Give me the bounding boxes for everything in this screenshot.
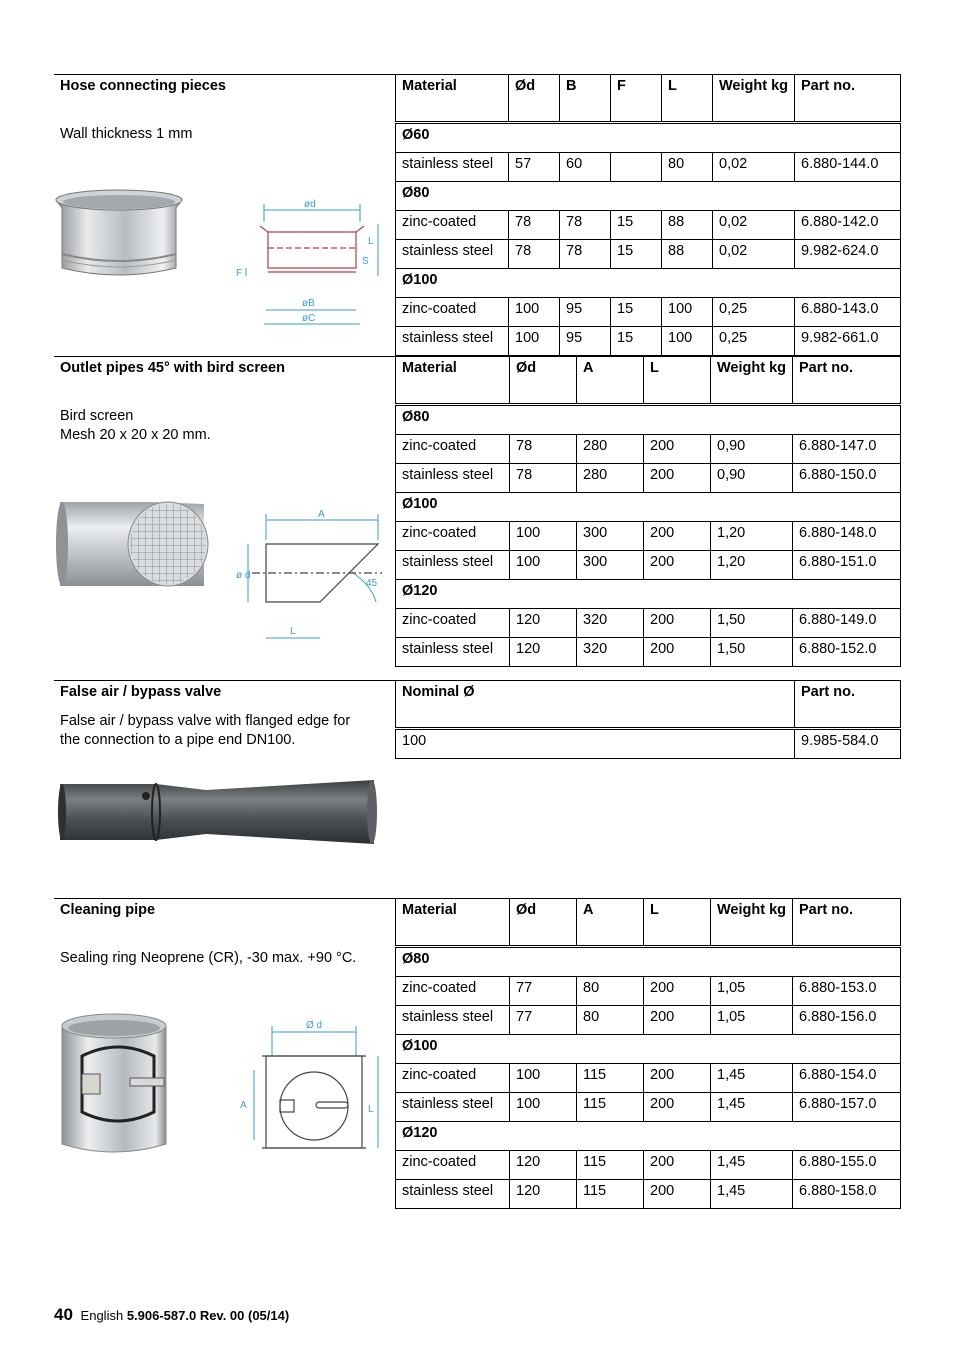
table-cell: 78 [560, 211, 611, 240]
table-cell: 120 [510, 609, 577, 638]
section-description: Sealing ring Neoprene (CR), -30 max. +90 °C. [60, 950, 357, 966]
diameter-group-label: Ø100 [396, 269, 901, 298]
hose-connecting-table [395, 74, 901, 356]
table-cell: 95 [560, 327, 611, 356]
table-cell: 1,50 [711, 609, 793, 638]
table-cell: 120 [510, 638, 577, 667]
group-row [396, 269, 901, 298]
dim-label: L [290, 626, 296, 637]
bypass-valve-table [395, 680, 901, 759]
table-cell: 77 [510, 1006, 577, 1035]
table-cell: 78 [560, 240, 611, 269]
column-header: Weight kg [713, 75, 795, 123]
section-title: Outlet pipes 45° with bird screen [60, 360, 285, 376]
table-cell: 1,45 [711, 1151, 793, 1180]
table-cell: 280 [577, 464, 644, 493]
table-cell: 200 [644, 1180, 711, 1209]
table-cell: stainless steel [396, 464, 510, 493]
table-cell: 6.880-153.0 [793, 977, 901, 1006]
table-cell: 78 [509, 240, 560, 269]
table-row [396, 464, 901, 493]
table-cell [611, 153, 662, 182]
column-header: Ød [510, 899, 577, 947]
table-cell: 15 [611, 327, 662, 356]
table-cell: 15 [611, 240, 662, 269]
table-cell: stainless steel [396, 153, 509, 182]
column-header: Part no. [795, 681, 901, 729]
column-header: Nominal Ø [396, 681, 795, 729]
section-description: the connection to a pipe end DN100. [60, 732, 296, 748]
section-bypass-valve [54, 680, 395, 748]
table-row [396, 609, 901, 638]
table-cell: 1,50 [711, 638, 793, 667]
table-cell: stainless steel [396, 1093, 510, 1122]
table-cell: zinc-coated [396, 1064, 510, 1093]
diameter-group-label: Ø60 [396, 123, 901, 153]
table-cell: 100 [510, 1093, 577, 1122]
column-header: Part no. [793, 899, 901, 947]
table-cell: 100 [509, 298, 560, 327]
outlet-pipe-drawing [232, 506, 384, 646]
bypass-valve-photo [56, 776, 378, 848]
table-cell: 6.880-149.0 [793, 609, 901, 638]
table-cell: 15 [611, 211, 662, 240]
table-header-row [396, 357, 901, 405]
dim-label: øC [302, 313, 316, 324]
table-cell: 95 [560, 298, 611, 327]
table-cell: 88 [662, 211, 713, 240]
table-cell: 0,02 [713, 240, 795, 269]
dim-label: S [362, 256, 369, 267]
table-cell: 80 [577, 1006, 644, 1035]
table-cell: 0,02 [713, 211, 795, 240]
table-row [396, 1180, 901, 1209]
table-cell: 1,45 [711, 1180, 793, 1209]
table-cell: stainless steel [396, 1180, 510, 1209]
column-header: Ød [510, 357, 577, 405]
table-cell: 1,05 [711, 1006, 793, 1035]
cleaning-pipe-photo [58, 1012, 174, 1162]
column-header: Part no. [795, 75, 901, 123]
table-cell: stainless steel [396, 327, 509, 356]
diameter-group-label: Ø100 [396, 1035, 901, 1064]
table-row [396, 211, 901, 240]
group-row [396, 947, 901, 977]
table-cell: 6.880-142.0 [795, 211, 901, 240]
column-header: L [644, 899, 711, 947]
column-header: F [611, 75, 662, 123]
group-row [396, 1035, 901, 1064]
table-cell: zinc-coated [396, 298, 509, 327]
table-cell: 200 [644, 977, 711, 1006]
group-row [396, 182, 901, 211]
table-row [396, 240, 901, 269]
table-cell: 200 [644, 609, 711, 638]
table-row [396, 977, 901, 1006]
table-cell: 6.880-157.0 [793, 1093, 901, 1122]
table-cell: 1,45 [711, 1064, 793, 1093]
table-row [396, 153, 901, 182]
table-cell: 200 [644, 464, 711, 493]
footer-doc-number: 5.906-587.0 Rev. 00 (05/14) [126, 1308, 290, 1323]
table-cell: 200 [644, 1064, 711, 1093]
table-cell: 200 [644, 1006, 711, 1035]
dim-label: ø d [236, 570, 251, 581]
outlet-pipes-table [395, 356, 901, 667]
table-cell: stainless steel [396, 551, 510, 580]
diameter-group-label: Ø120 [396, 580, 901, 609]
column-header: L [662, 75, 713, 123]
group-row [396, 123, 901, 153]
diameter-group-label: Ø80 [396, 182, 901, 211]
section-title: Hose connecting pieces [60, 78, 226, 94]
table-cell: 115 [577, 1093, 644, 1122]
column-header: A [577, 899, 644, 947]
table-cell: zinc-coated [396, 435, 510, 464]
column-header: Material [396, 899, 510, 947]
table-row [396, 1006, 901, 1035]
group-row [396, 405, 901, 435]
table-cell: 100 [509, 327, 560, 356]
table-row [396, 435, 901, 464]
table-row [396, 1064, 901, 1093]
table-cell: 6.880-147.0 [793, 435, 901, 464]
diameter-group-label: Ø120 [396, 1122, 901, 1151]
diameter-group-label: Ø100 [396, 493, 901, 522]
table-cell: 6.880-152.0 [793, 638, 901, 667]
table-cell: 60 [560, 153, 611, 182]
table-cell: 280 [577, 435, 644, 464]
table-cell: 6.880-143.0 [795, 298, 901, 327]
table-cell: 0,25 [713, 298, 795, 327]
table-cell: 9.982-624.0 [795, 240, 901, 269]
table-cell: 57 [509, 153, 560, 182]
table-cell: 0,90 [711, 435, 793, 464]
table-cell: 1,20 [711, 522, 793, 551]
table-cell: 115 [577, 1064, 644, 1093]
table-row [396, 638, 901, 667]
table-row [396, 1093, 901, 1122]
cleaning-pipe-table [395, 898, 901, 1209]
table-cell: zinc-coated [396, 1151, 510, 1180]
table-cell: 320 [577, 609, 644, 638]
table-cell: 115 [577, 1180, 644, 1209]
column-header: Material [396, 75, 509, 123]
table-cell: 200 [644, 1151, 711, 1180]
dim-label: F [236, 268, 243, 279]
diameter-group-label: Ø80 [396, 405, 901, 435]
table-cell: 78 [510, 435, 577, 464]
column-header: B [560, 75, 611, 123]
table-cell: 80 [662, 153, 713, 182]
hose-connector-photo [54, 188, 184, 283]
dim-label: L [368, 236, 374, 247]
table-cell: 80 [577, 977, 644, 1006]
table-cell: 100 [510, 551, 577, 580]
dim-label: 45 [366, 578, 378, 589]
table-row [396, 298, 901, 327]
table-cell: 100 [662, 327, 713, 356]
dim-label: A [240, 1100, 247, 1111]
group-row [396, 493, 901, 522]
table-row [396, 551, 901, 580]
dim-label: L [368, 1104, 374, 1115]
table-cell: zinc-coated [396, 977, 510, 1006]
column-header: A [577, 357, 644, 405]
table-cell: 77 [510, 977, 577, 1006]
table-header-row [396, 681, 901, 729]
column-header: Material [396, 357, 510, 405]
table-cell: 9.982-661.0 [795, 327, 901, 356]
table-cell: 6.880-151.0 [793, 551, 901, 580]
table-cell: 115 [577, 1151, 644, 1180]
table-row [396, 1151, 901, 1180]
outlet-pipe-photo [54, 496, 214, 592]
table-cell: 15 [611, 298, 662, 327]
table-cell: 200 [644, 638, 711, 667]
table-cell: 6.880-155.0 [793, 1151, 901, 1180]
table-cell: 0,02 [713, 153, 795, 182]
table-cell: stainless steel [396, 240, 509, 269]
table-cell: 300 [577, 551, 644, 580]
table-cell: 9.985-584.0 [795, 729, 901, 759]
table-cell: 6.880-144.0 [795, 153, 901, 182]
diameter-group-label: Ø80 [396, 947, 901, 977]
table-cell: zinc-coated [396, 609, 510, 638]
table-cell: 200 [644, 522, 711, 551]
table-header-row [396, 899, 901, 947]
section-description: Bird screen [60, 408, 134, 424]
column-header: L [644, 357, 711, 405]
table-cell: zinc-coated [396, 522, 510, 551]
column-header: Weight kg [711, 899, 793, 947]
table-cell: 320 [577, 638, 644, 667]
table-cell: 120 [510, 1151, 577, 1180]
section-description: False air / bypass valve with flanged edge for [60, 713, 351, 729]
section-description: Mesh 20 x 20 x 20 mm. [60, 427, 211, 443]
table-cell: 120 [510, 1180, 577, 1209]
table-cell: 0,25 [713, 327, 795, 356]
table-row [396, 729, 901, 759]
dim-label: Ø d [306, 1020, 323, 1031]
column-header: Ød [509, 75, 560, 123]
table-cell: 88 [662, 240, 713, 269]
table-header-row [396, 75, 901, 123]
table-cell: 6.880-158.0 [793, 1180, 901, 1209]
table-cell: 100 [510, 1064, 577, 1093]
table-cell: 1,05 [711, 977, 793, 1006]
table-cell: 6.880-148.0 [793, 522, 901, 551]
group-row [396, 1122, 901, 1151]
group-row [396, 580, 901, 609]
table-row [396, 327, 901, 356]
cleaning-pipe-drawing [234, 1016, 386, 1160]
table-cell: 6.880-154.0 [793, 1064, 901, 1093]
table-cell: 6.880-156.0 [793, 1006, 901, 1035]
dim-label: A [318, 509, 325, 520]
column-header: Part no. [793, 357, 901, 405]
hose-connector-drawing [232, 196, 382, 336]
table-cell: stainless steel [396, 1006, 510, 1035]
footer-language: English [80, 1308, 124, 1323]
table-cell: 0,90 [711, 464, 793, 493]
table-cell: 6.880-150.0 [793, 464, 901, 493]
table-cell: 100 [662, 298, 713, 327]
dim-label: ød [304, 199, 316, 210]
table-cell: 200 [644, 1093, 711, 1122]
page-number: 40 [54, 1305, 73, 1324]
table-cell: 1,20 [711, 551, 793, 580]
table-cell: 78 [510, 464, 577, 493]
table-cell: 300 [577, 522, 644, 551]
table-cell: 200 [644, 435, 711, 464]
dim-label: øB [302, 298, 315, 309]
section-title: Cleaning pipe [60, 902, 156, 918]
table-cell: 1,45 [711, 1093, 793, 1122]
table-cell: zinc-coated [396, 211, 509, 240]
section-title: False air / bypass valve [60, 684, 222, 700]
section-description: Wall thickness 1 mm [60, 126, 193, 142]
column-header: Weight kg [711, 357, 793, 405]
table-row [396, 522, 901, 551]
table-cell: 200 [644, 551, 711, 580]
table-cell: 100 [510, 522, 577, 551]
table-cell: 100 [396, 729, 795, 759]
table-cell: 78 [509, 211, 560, 240]
page-footer [54, 1305, 289, 1325]
table-cell: stainless steel [396, 638, 510, 667]
